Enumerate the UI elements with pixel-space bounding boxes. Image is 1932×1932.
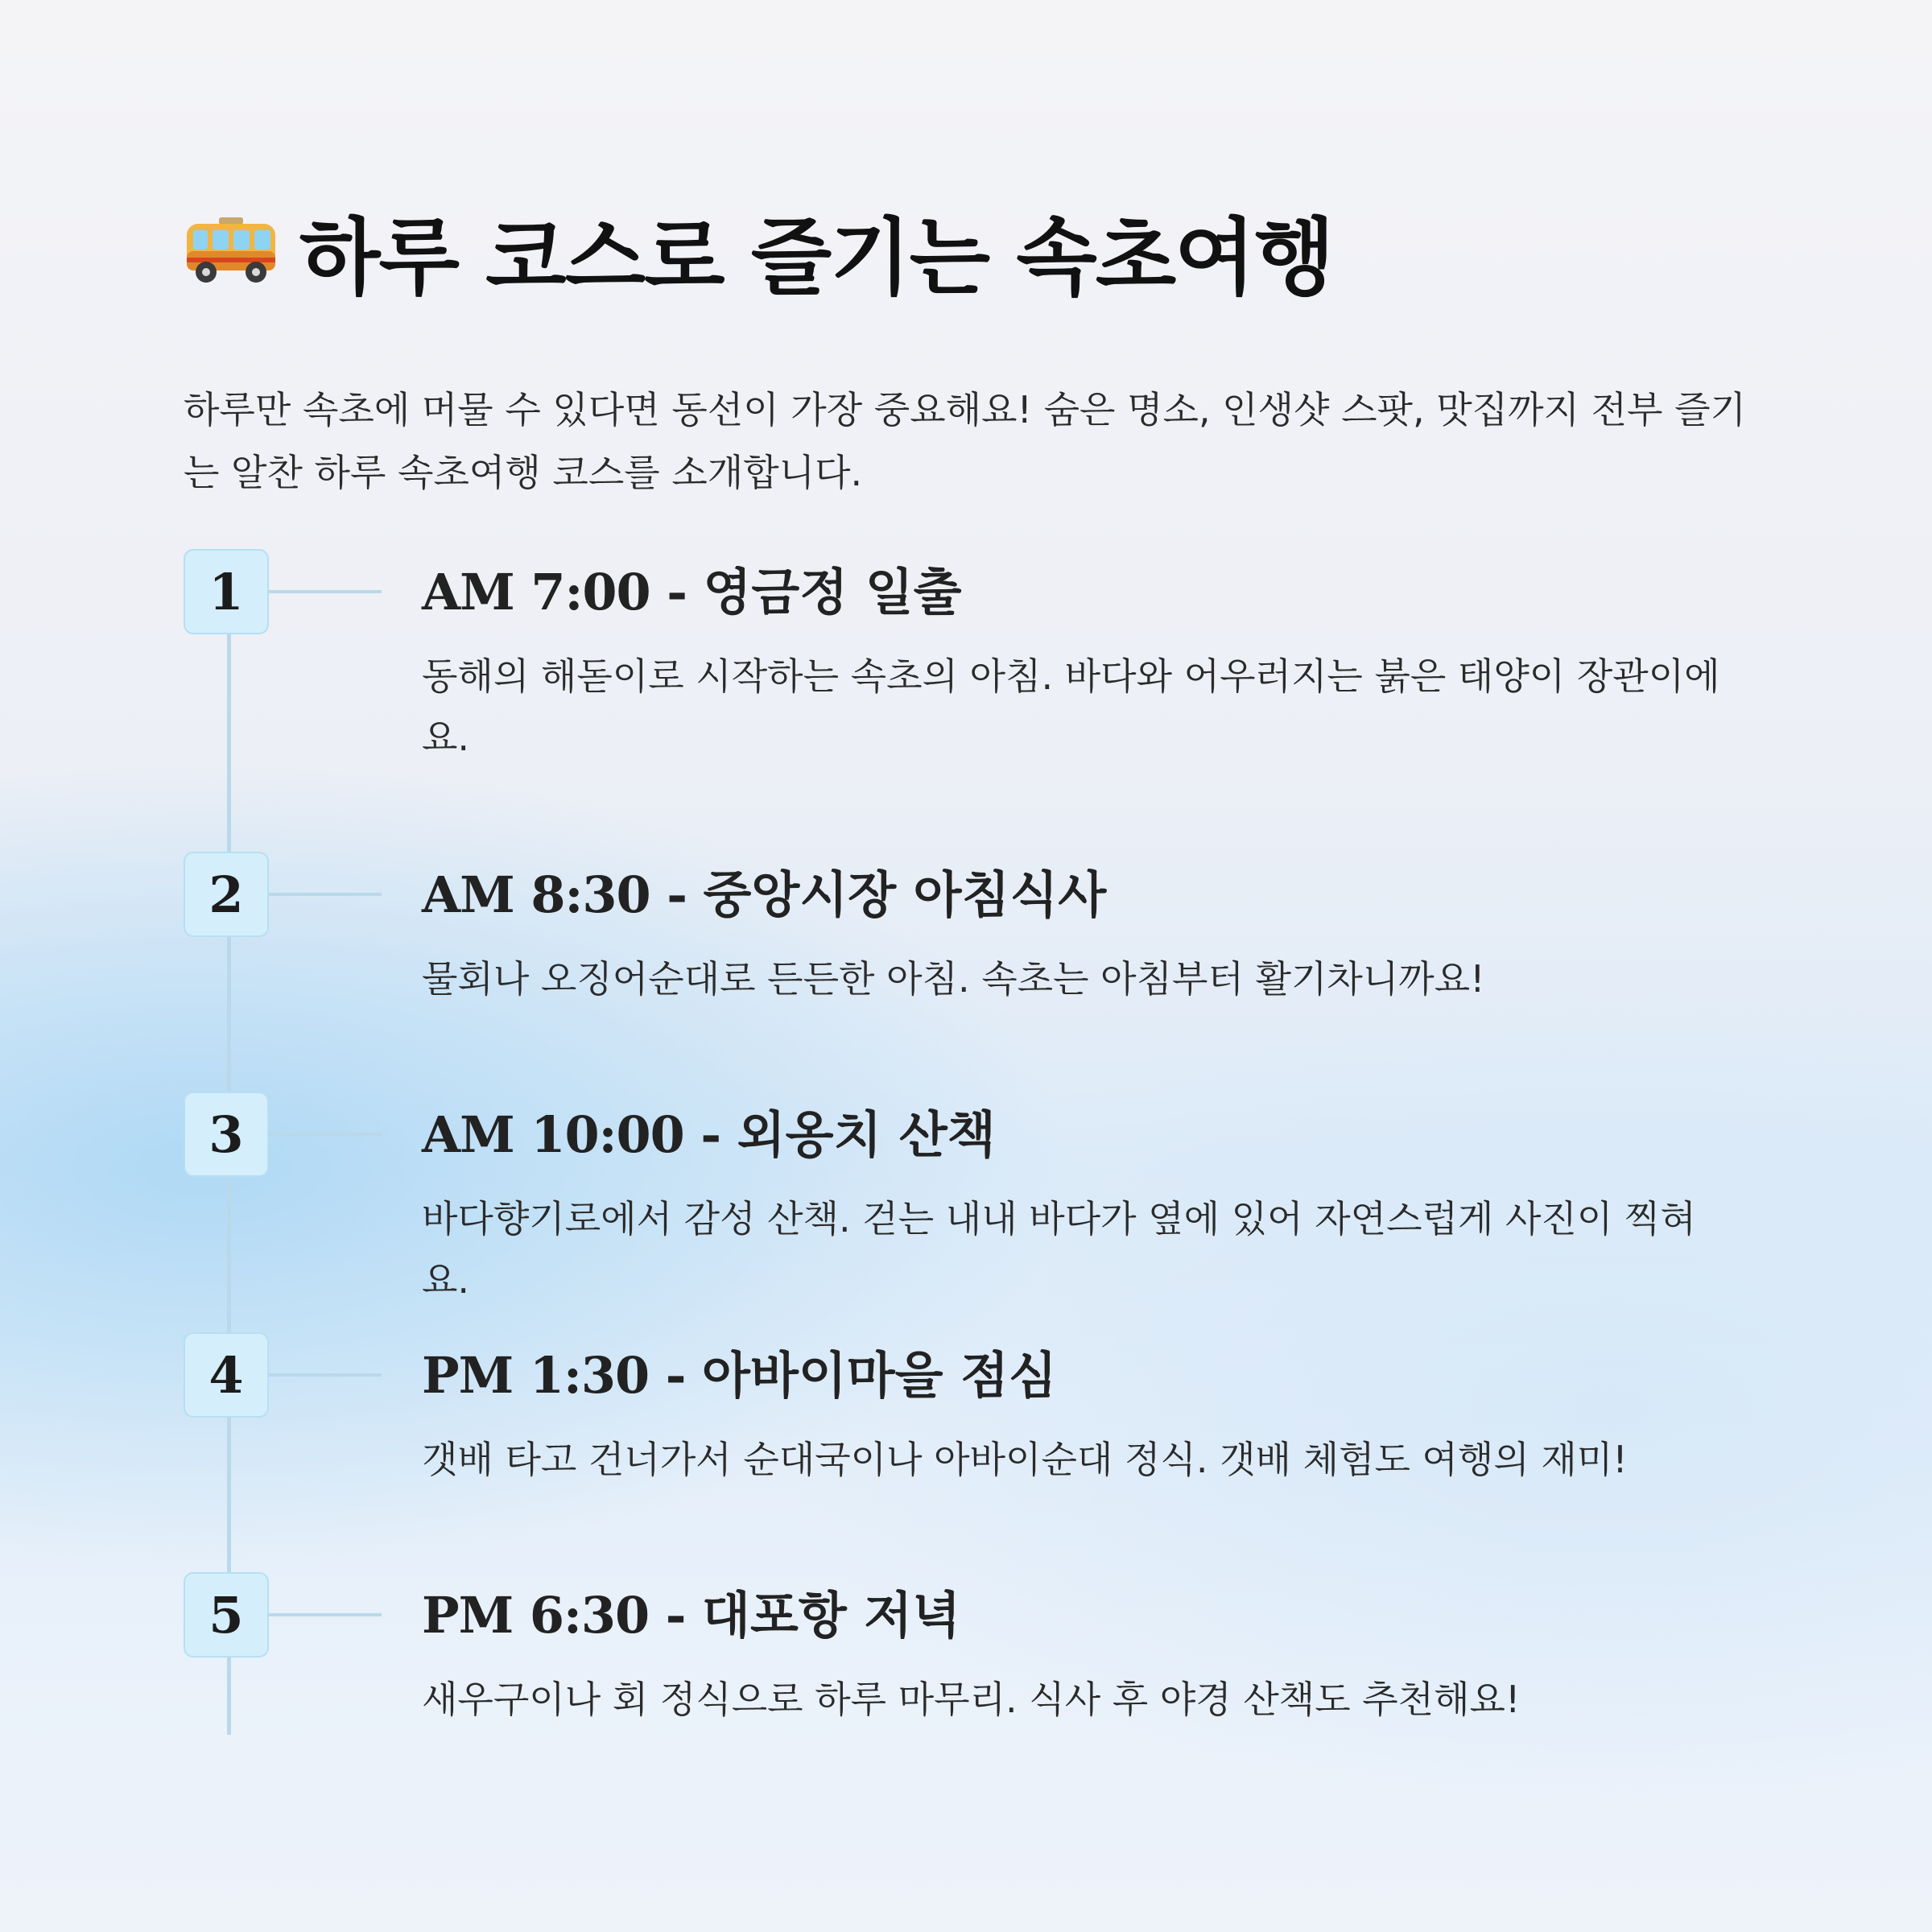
step-time: PM 6:30 - bbox=[422, 1586, 703, 1645]
step-place: 대포항 저녁 bbox=[702, 1586, 961, 1645]
step-place: 중앙시장 아침식사 bbox=[703, 865, 1107, 924]
step-title bbox=[422, 1335, 1057, 1407]
timeline-line bbox=[227, 628, 231, 1735]
step-description: 갯배 타고 건너가서 순대국이나 아바이순대 정식. 갯배 체험도 여행의 재미! bbox=[422, 1438, 1628, 1481]
step-title bbox=[422, 855, 1106, 927]
step-time: AM 10:00 - bbox=[422, 1105, 737, 1164]
step-time: AM 8:30 - bbox=[422, 865, 704, 924]
step-description: 새우구이나 회 정식으로 하루 마무리. 식사 후 야경 산책도 추천해요! bbox=[422, 1678, 1521, 1721]
page-title-text: 하루 코스로 즐기는 속초여행 bbox=[299, 208, 1334, 307]
step-connector bbox=[269, 590, 382, 593]
step-number-badge: 4 bbox=[184, 1332, 269, 1418]
step-number-badge: 5 bbox=[184, 1572, 269, 1657]
step-description: 물회나 오징어순대로 든든한 아침. 속초는 아침부터 활기차니까요! bbox=[422, 957, 1485, 1001]
step-connector bbox=[269, 893, 382, 896]
step-time: AM 7:00 - bbox=[422, 563, 704, 621]
step-place: 아바이마을 점심 bbox=[702, 1346, 1057, 1405]
step-number-badge: 3 bbox=[184, 1092, 269, 1177]
step-connector bbox=[269, 1133, 382, 1136]
step-description: 동해의 해돋이로 시작하는 속초의 아침. 바다와 어우러지는 붉은 태양이 장관이에요. bbox=[422, 654, 1720, 759]
step-place: 외옹치 산책 bbox=[737, 1105, 996, 1164]
step-number-badge: 2 bbox=[184, 852, 269, 937]
step-title bbox=[422, 552, 962, 624]
intro-text: 하루만 속초에 머물 수 있다면 동선이 가장 중요해요! 숨은 명소, 인생샷 스팟, 맛집까지 전부 즐기는 알찬 하루 속초여행 코스를 소개합니다. bbox=[184, 388, 1746, 494]
step-connector bbox=[269, 1613, 382, 1616]
step-place: 영금정 일출 bbox=[703, 563, 962, 621]
step-title bbox=[422, 1095, 996, 1166]
step-title bbox=[422, 1575, 960, 1647]
step-time: PM 1:30 - bbox=[422, 1346, 703, 1405]
step-connector bbox=[269, 1373, 382, 1377]
step-number-badge: 1 bbox=[184, 549, 269, 634]
step-description: 바다향기로에서 감성 산책. 걷는 내내 바다가 옆에 있어 자연스럽게 사진이 찍혀요. bbox=[422, 1197, 1696, 1302]
